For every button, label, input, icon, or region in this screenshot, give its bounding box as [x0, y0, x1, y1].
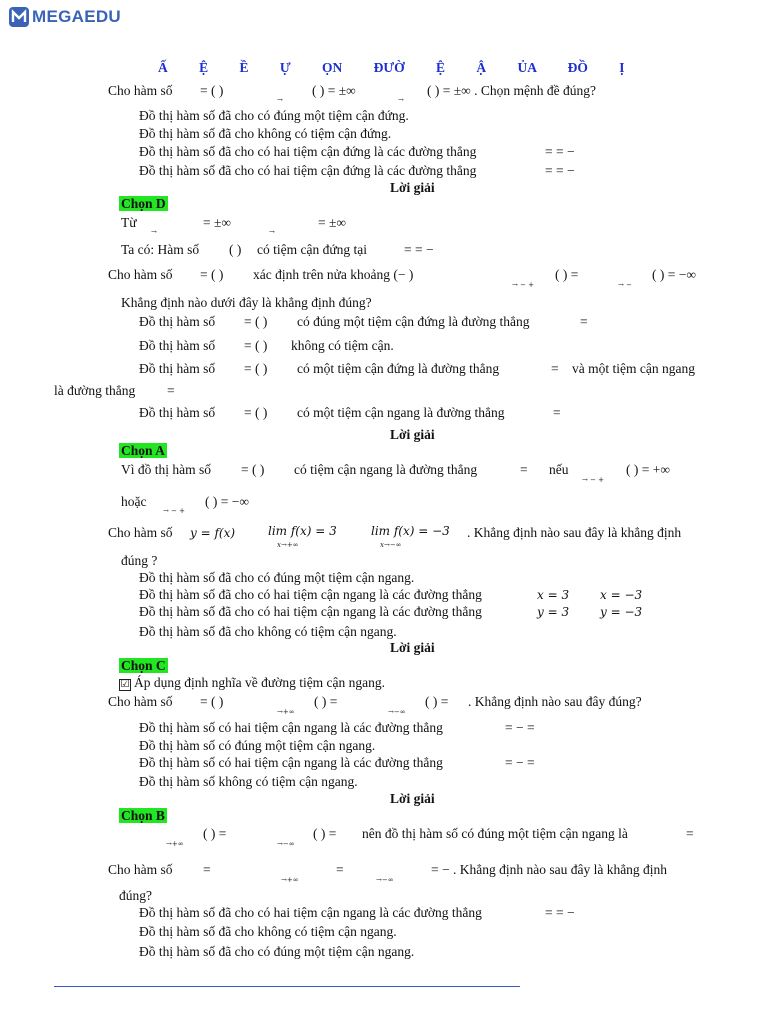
q2-lim-sub-2: → − [618, 281, 632, 289]
q3-lim-1-sub: x→+∞ [277, 541, 299, 549]
q1-option-3: Đồ thị hàm số đã cho có hai tiệm cận đứng là các đường thẳng [139, 144, 477, 159]
q2-option-3-d: = [551, 361, 559, 376]
q2-sol-1-c: có tiệm cận ngang là đường thẳng [294, 462, 478, 477]
q2-sol-1-e: nếu [549, 462, 569, 477]
q5-lim-sub-2: →−∞ [376, 876, 394, 884]
q2-option-3-a: Đồ thị hàm số [139, 361, 216, 376]
q3-tail: . Khẳng định nào sau đây là khẳng định [467, 525, 682, 540]
q5-line-2: đúng? [119, 888, 152, 903]
q5-tail: = − . Khẳng định nào sau đây là khẳng định [431, 862, 668, 877]
q3-lim-2: lim f(x) = −3 [371, 524, 450, 538]
q4-sol-eq: = [686, 826, 694, 841]
q2-option-4-c: có một tiệm cận ngang là đường thẳng [297, 405, 505, 420]
q3-sol-line [119, 675, 385, 691]
page-title: Ấ Ệ Ề Ự ỌN ĐƯỜ Ệ Ậ ỦA ĐỒ Ị [158, 60, 625, 75]
q2-option-3-e: và một tiệm cận ngang [572, 361, 695, 376]
q1-solution-heading: Lời giải [390, 180, 435, 195]
q2-option-3-g: = [167, 383, 175, 398]
q4-sol-lim-1: ( ) = [203, 826, 227, 841]
q3-sol-text: Áp dụng định nghĩa về đường tiệm cận ngang. [134, 675, 386, 690]
q1-sol-lim-2: = ±∞ [318, 215, 347, 230]
q5-option-3: Đồ thị hàm số đã cho có đúng một tiệm cận ngang. [139, 944, 415, 959]
q2-sol-1-f: ( ) = +∞ [626, 462, 670, 477]
q1-lim-1: ( ) = ±∞ [312, 83, 356, 98]
logo-text: MEGAEDU [32, 7, 121, 26]
q3-option-3-m1: y = 3 [537, 605, 570, 619]
q1-option-4: Đồ thị hàm số đã cho có hai tiệm cận đứng là các đường thẳng [139, 163, 477, 178]
q2-option-1-d: = [580, 314, 588, 329]
checkbox-icon: ☑ [120, 679, 130, 690]
q1-sol-sub-1: → [151, 228, 157, 236]
q1-lim-sub-1: → [277, 96, 283, 104]
q3-option-2-m2: x = −3 [600, 588, 643, 602]
q3-lim-1: lim f(x) = 3 [268, 524, 337, 538]
q5-eq-1: = [203, 862, 211, 877]
q3-answer-badge: Chọn C [121, 658, 166, 673]
q2-option-1-c: có đúng một tiệm cận đứng là đường thẳng [297, 314, 530, 329]
q1-sol-line-1: Từ [121, 215, 137, 230]
q4-stem: Cho hàm số [108, 694, 173, 709]
q2-sol-1-b: = ( ) [241, 462, 265, 477]
q2-option-3-f: là đường thẳng [54, 383, 136, 398]
q4-answer-badge: Chọn B [121, 808, 165, 823]
q2-option-2-c: không có tiệm cận. [291, 338, 394, 353]
q2-sol-1-sub: → − + [582, 476, 605, 484]
q4-option-2: Đồ thị hàm số có đúng một tiệm cận ngang. [139, 738, 376, 753]
q4-lim-2: ( ) = [425, 694, 449, 709]
q1-answer-badge: Chọn D [121, 196, 166, 211]
q1-sol-line-2-func: ( ) [229, 242, 242, 257]
q1-sol-line-2-math: = = − [404, 242, 434, 257]
q4-func: = ( ) [200, 694, 224, 709]
q1-stem: Cho hàm số [108, 83, 173, 98]
q2-lim-sub-1: → − + [512, 281, 535, 289]
footer-divider [54, 986, 520, 987]
q3-func: y = f(x) [190, 526, 236, 540]
q1-option-3-math: = = − [545, 144, 575, 159]
q4-option-4: Đồ thị hàm số không có tiệm cận ngang. [139, 774, 358, 789]
q2-option-3-b: = ( ) [244, 361, 268, 376]
q3-lim-2-sub: x→−∞ [380, 541, 402, 549]
q2-sol-2-a: hoặc [121, 494, 147, 509]
q2-lim-2: ( ) = −∞ [652, 267, 696, 282]
q1-option-4-math: = = − [545, 163, 575, 178]
q4-sol-sub-2: →−∞ [277, 840, 295, 848]
q4-tail: . Khẳng định nào sau đây đúng? [468, 694, 642, 709]
q3-option-4: Đồ thị hàm số đã cho không có tiệm cận ngang. [139, 624, 397, 639]
q3-option-2: Đồ thị hàm số đã cho có hai tiệm cận ngang là các đường thẳng [139, 587, 482, 602]
q2-option-4-d: = [553, 405, 561, 420]
q4-option-1: Đồ thị hàm số có hai tiệm cận ngang là các đường thẳng [139, 720, 443, 735]
q2-domain: xác định trên nửa khoảng (− ) [253, 267, 414, 282]
q1-lim-sub-2: → [398, 96, 404, 104]
q1-sol-line-2-text: có tiệm cận đứng tại [257, 242, 368, 257]
q4-lim-1: ( ) = [314, 694, 338, 709]
q1-option-2: Đồ thị hàm số đã cho không có tiệm cận đứng. [139, 126, 392, 141]
q2-option-4-a: Đồ thị hàm số [139, 405, 216, 420]
q4-sol-sub-1: →+∞ [166, 840, 184, 848]
q2-sol-1-d: = [520, 462, 528, 477]
q3-stem: Cho hàm số [108, 525, 173, 540]
q5-lim-sub-1: →+∞ [281, 876, 299, 884]
q2-question: Khẳng định nào dưới đây là khẳng định đúng? [121, 295, 372, 310]
q3-line-2: đúng ? [121, 553, 158, 568]
q5-eq-2: = [336, 862, 344, 877]
q4-lim-sub-1: →+∞ [277, 708, 295, 716]
q2-sol-2-sub: → − + [163, 507, 186, 515]
q4-sol-lim-2: ( ) = [313, 826, 337, 841]
q1-option-1: Đồ thị hàm số đã cho có đúng một tiệm cận đứng. [139, 108, 409, 123]
q2-option-3-c: có một tiệm cận đứng là đường thẳng [297, 361, 500, 376]
q2-func: = ( ) [200, 267, 224, 282]
q1-func: = ( ) [200, 83, 224, 98]
q4-option-3-math: = − = [505, 755, 535, 770]
q5-stem: Cho hàm số [108, 862, 173, 877]
q2-stem: Cho hàm số [108, 267, 173, 282]
megaedu-logo-icon [8, 6, 30, 28]
q4-sol-text: nên đồ thị hàm số có đúng một tiệm cận ngang là [362, 826, 628, 841]
q5-option-2: Đồ thị hàm số đã cho không có tiệm cận ngang. [139, 924, 397, 939]
q1-sol-line-2: Ta có: Hàm số [121, 242, 200, 257]
q2-solution-heading: Lời giải [390, 427, 435, 442]
q3-option-1: Đồ thị hàm số đã cho có đúng một tiệm cận ngang. [139, 570, 415, 585]
q1-sol-sub-2: → [269, 228, 275, 236]
q3-solution-heading: Lời giải [390, 640, 435, 655]
q4-lim-sub-2: →−∞ [388, 708, 406, 716]
q4-option-1-math: = − = [505, 720, 535, 735]
q2-option-1-b: = ( ) [244, 314, 268, 329]
q2-sol-2-b: ( ) = −∞ [205, 494, 249, 509]
q3-option-3-m2: y = −3 [600, 605, 643, 619]
q2-answer-badge: Chọn A [121, 443, 165, 458]
q2-option-4-b: = ( ) [244, 405, 268, 420]
q2-option-2-a: Đồ thị hàm số [139, 338, 216, 353]
q4-option-3: Đồ thị hàm số có hai tiệm cận ngang là các đường thẳng [139, 755, 443, 770]
q1-lim-2: ( ) = ±∞ . Chọn mệnh đề đúng? [427, 83, 596, 98]
q2-lim-1: ( ) = [555, 267, 579, 282]
q1-sol-lim-1: = ±∞ [203, 215, 232, 230]
q3-option-2-m1: x = 3 [537, 588, 570, 602]
q2-sol-1-a: Vì đồ thị hàm số [121, 462, 211, 477]
q3-option-3: Đồ thị hàm số đã cho có hai tiệm cận ngang là các đường thẳng [139, 604, 482, 619]
q5-option-1-math: = = − [545, 905, 575, 920]
q2-option-2-b: = ( ) [244, 338, 268, 353]
q5-option-1: Đồ thị hàm số đã cho có hai tiệm cận ngang là các đường thẳng [139, 905, 482, 920]
q4-solution-heading: Lời giải [390, 791, 435, 806]
q2-option-1-a: Đồ thị hàm số [139, 314, 216, 329]
